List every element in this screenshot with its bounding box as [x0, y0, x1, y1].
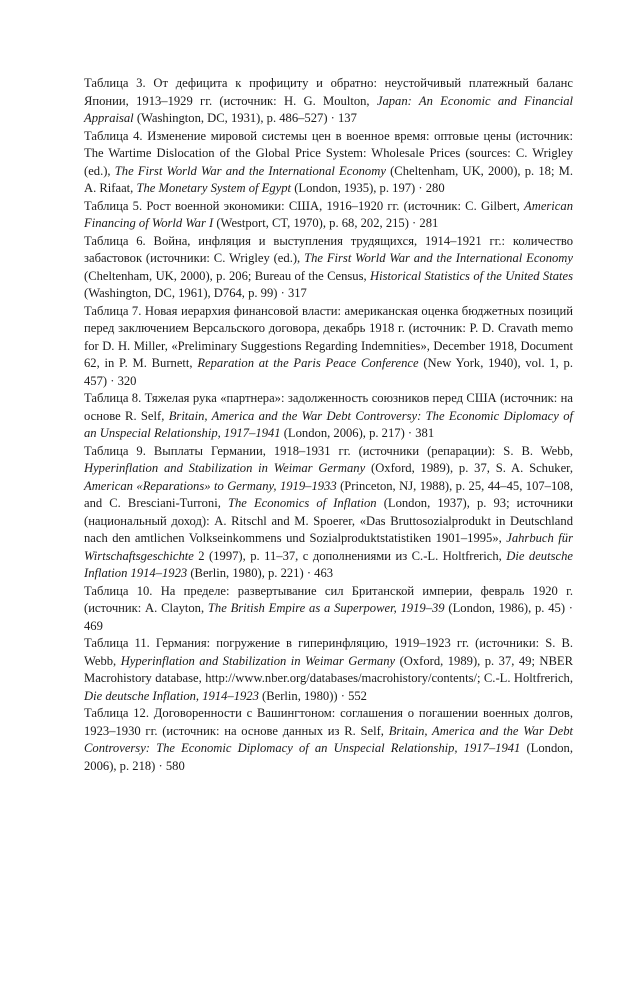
entry-italic-title: Britain, America and the War Debt Controversy: The Economic Diplomacy of an Unspecial Relationship, 1917–1941 [84, 723, 573, 755]
entry-text: Война, инфляция и выступления трудящихся, 1914–1921 гг.: количество забастовок (источники: C. Wrigley (ed.), [84, 233, 573, 265]
entry-text: Тяжелая рука «партнера»: задолженность союзников перед США (источник: на основе R. Self, [84, 391, 573, 423]
entry-text: На пределе: развертывание сил Британской империи, февраль 1920 г. (источник: A. Clayton, [84, 583, 573, 615]
table-entry-label: Таблица 12. [84, 706, 149, 720]
entry-text: (Oxford, 1989), p. 37, 49; NBER Macrohistory database, http://www.nber.org/databases/macrohistory/contents/; C.-L. Holtfrerich, [84, 653, 574, 685]
table-entry-label: Таблица 7. [84, 303, 142, 318]
entry-text: (London, 1935), p. 197) · 280 [291, 181, 445, 195]
entry-italic-title: The British Empire as a Superpower, 1919–39 [207, 601, 445, 615]
entry-italic-title: Hyperinflation and Stabilization in Weimar Germany [84, 461, 366, 475]
entry-text: (London, 2006), p. 217) · 381 [280, 426, 435, 440]
entry-italic-title: American «Reparations» to Germany, 1919–1933 [84, 478, 337, 493]
entry-italic-title: American Financing of World War I [84, 198, 573, 230]
entry-text: (Berlin, 1980), p. 221) · 463 [187, 566, 334, 580]
table-entry-label: Таблица 11. [84, 636, 150, 650]
entry-italic-title: The Monetary System of Egypt [136, 181, 292, 195]
entry-text: Изменение мировой системы цен в военное время: оптовые цены (источник: The Wartime Dislocation of the Global Price System: Wholesale Prices (sources: C. Wrigley (ed.), [84, 128, 573, 178]
table-entry-label: Таблица 8. [84, 391, 142, 405]
table-entry-label: Таблица 10. [84, 583, 153, 598]
entry-italic-title: Historical Statistics of the United States [370, 268, 573, 283]
entry-italic-title: Die deutsche Inflation, 1914–1923 [84, 688, 259, 703]
table-entry [84, 128, 573, 198]
table-entry [84, 635, 573, 705]
entry-text: (Cheltenham, UK, 2000), p. 206; Bureau of the Census, [84, 268, 371, 283]
entry-text: 2 (1997), p. 11–37, с дополнениями из C.-L. Holtfrerich, [193, 548, 507, 563]
table-entry [84, 198, 573, 233]
entry-italic-title: Die deutsche Inflation 1914–1923 [84, 548, 573, 580]
table-entries [84, 75, 573, 775]
table-entry [84, 705, 573, 775]
table-entry-label: Таблица 6. [84, 233, 146, 248]
table-entry [84, 303, 573, 391]
entry-italic-title: Britain, America and the War Debt Controversy: The Economic Diplomacy of an Unspecial Relationship, 1917–1941 [84, 408, 573, 440]
table-entry [84, 75, 573, 128]
entry-text: (New York, 1940), vol. 1, p. 457) · 320 [84, 356, 573, 388]
entry-text: Германия: погружение в гиперинфляцию, 1919–1923 гг. (источники: S. B. Webb, [84, 636, 573, 668]
table-entry-label: Таблица 5. [84, 198, 143, 213]
entry-text: Договоренности с Вашингтоном: соглашения о погашении военных долгов, 1923–1930 гг. (источник: на основе данных из R. Self, [84, 706, 574, 738]
entry-text: Новая иерархия финансовой власти: американская оценка бюджетных позиций перед заключением Версальского договора, декабрь 1918 г. (источник: P. D. Cravath memo for D. H. Miller, «Preliminary Suggestions Regarding Indemnities», December 1918, Document 62, in P. M. Burnett, [84, 303, 573, 370]
entry-text: (Washington, DC, 1961), D764, p. 99) · 317 [84, 286, 307, 300]
table-entry [84, 233, 573, 303]
table-entry-label: Таблица 9. [84, 443, 146, 458]
entry-text: (London, 1937), p. 93; источники (национальный доход): A. Ritschl and M. Spoerer, «Das Bruttosozialprodukt in Deutschland nach den amtlichen Volkseinkommens und Sozialproduktstatistiken 1901–1995», [84, 496, 573, 545]
table-entry [84, 443, 573, 583]
table-entry [84, 583, 573, 636]
entry-italic-title: Hyperinflation and Stabilization in Weimar Germany [120, 653, 396, 668]
table-entry-label: Таблица 3. [84, 76, 146, 90]
entry-text: (Washington, DC, 1931), p. 486–527) · 137 [133, 111, 357, 125]
entry-italic-title: Reparation at the Paris Peace Conference [197, 356, 419, 370]
table-entry-label: Таблица 4. [84, 128, 143, 143]
entry-text: (Cheltenham, UK, 2000), p. 18; M. A. Rifaat, [84, 163, 573, 195]
entry-text: (Oxford, 1989), p. 37, S. A. Schuker, [365, 461, 573, 475]
entry-italic-title: The Economics of Inflation [227, 496, 377, 510]
table-entry [84, 390, 573, 443]
entry-italic-title: Japan: An Economic and Financial Appraisal [84, 93, 573, 125]
entry-text: (Berlin, 1980)) · 552 [258, 688, 367, 703]
entry-text: (London, 2006), p. 218) · 580 [84, 741, 573, 773]
entry-text: (Westport, CT, 1970), p. 68, 202, 215) · 281 [213, 216, 439, 230]
entry-text: Рост военной экономики: США, 1916–1920 гг. (источник: C. Gilbert, [142, 198, 525, 213]
entry-italic-title: Jahrbuch für Wirtschaftsgeschichte [84, 531, 573, 563]
entry-text: От дефицита к профициту и обратно: неустойчивый платежный баланс Японии, 1913–1929 гг. (источник: H. G. Moulton, [84, 76, 573, 108]
entry-text: Выплаты Германии, 1918–1931 гг. (источники (репарации): S. B. Webb, [145, 443, 573, 458]
entry-text: (Princeton, NJ, 1988), p. 25, 44–45, 107–108, and C. Bresciani-Turroni, [84, 478, 573, 510]
entry-italic-title: The First World War and the International Economy [114, 163, 386, 178]
entry-text: (London, 1986), p. 45) · 469 [84, 601, 573, 633]
entry-italic-title: The First World War and the International Economy [304, 251, 573, 265]
